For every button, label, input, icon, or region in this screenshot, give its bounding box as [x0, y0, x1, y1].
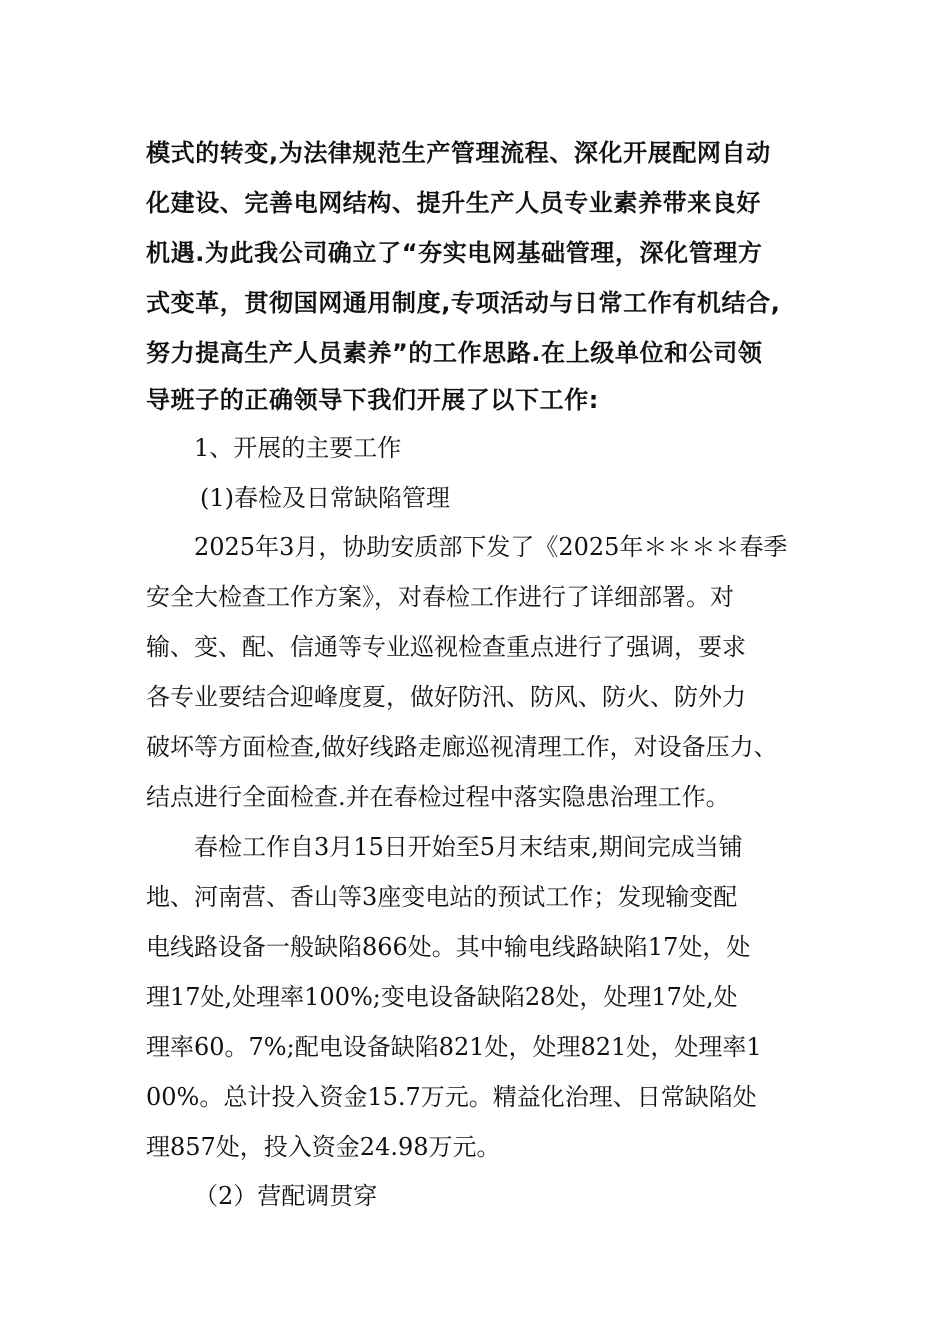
para2-line-7: 理857处，投入资金24.98万元。 [146, 1133, 501, 1161]
intro-line-6: 导班子的正确领导下我们开展了以下工作: [146, 386, 599, 414]
para2-line-3: 电线路设备一般缺陷866处。其中输电线路缺陷17处，处 [146, 933, 751, 961]
para1-line-1: 2025年3月，协助安质部下发了《2025年＊＊＊＊春季 [194, 533, 788, 561]
para1-line-6: 结点进行全面检查.并在春检过程中落实隐患治理工作。 [146, 783, 730, 811]
section-heading: 1、开展的主要工作 [194, 434, 402, 462]
para2-line-2: 地、河南营、香山等3座变电站的预试工作；发现输变配 [146, 883, 738, 911]
intro-line-5: 努力提高生产人员素养”的工作思路.在上级单位和公司领 [146, 339, 763, 367]
intro-line-3: 机遇.为此我公司确立了“夯实电网基础管理，深化管理方 [146, 239, 763, 267]
para2-line-4: 理17处,处理率100%;变电设备缺陷28处，处理17处,处 [146, 983, 738, 1011]
para1-line-2: 安全大检查工作方案》，对春检工作进行了详细部署。对 [146, 583, 734, 611]
intro-line-4: 式变革，贯彻国网通用制度,专项活动与日常工作有机结合, [146, 289, 781, 317]
para1-line-5: 破坏等方面检查,做好线路走廊巡视清理工作，对设备压力、 [146, 733, 778, 761]
para2-line-5: 理率60。7%;配电设备缺陷821处，处理821处，处理率1 [146, 1033, 762, 1061]
intro-line-1: 模式的转变,为法律规范生产管理流程、深化开展配网自动 [146, 139, 771, 167]
subsection-heading-1: (1)春检及日常缺陷管理 [200, 484, 450, 512]
para1-line-3: 输、变、配、信通等专业巡视检查重点进行了强调，要求 [146, 633, 746, 661]
para1-line-4: 各专业要结合迎峰度夏，做好防汛、防风、防火、防外力 [146, 683, 746, 711]
para2-line-6: 00%。总计投入资金15.7万元。精益化治理、日常缺陷处 [146, 1083, 757, 1111]
subsection-heading-2: （2）营配调贯穿 [194, 1182, 378, 1210]
para2-line-1: 春检工作自3月15日开始至5月末结束,期间完成当铺 [194, 833, 743, 861]
intro-line-2: 化建设、完善电网结构、提升生产人员专业素养带来良好 [146, 189, 761, 217]
